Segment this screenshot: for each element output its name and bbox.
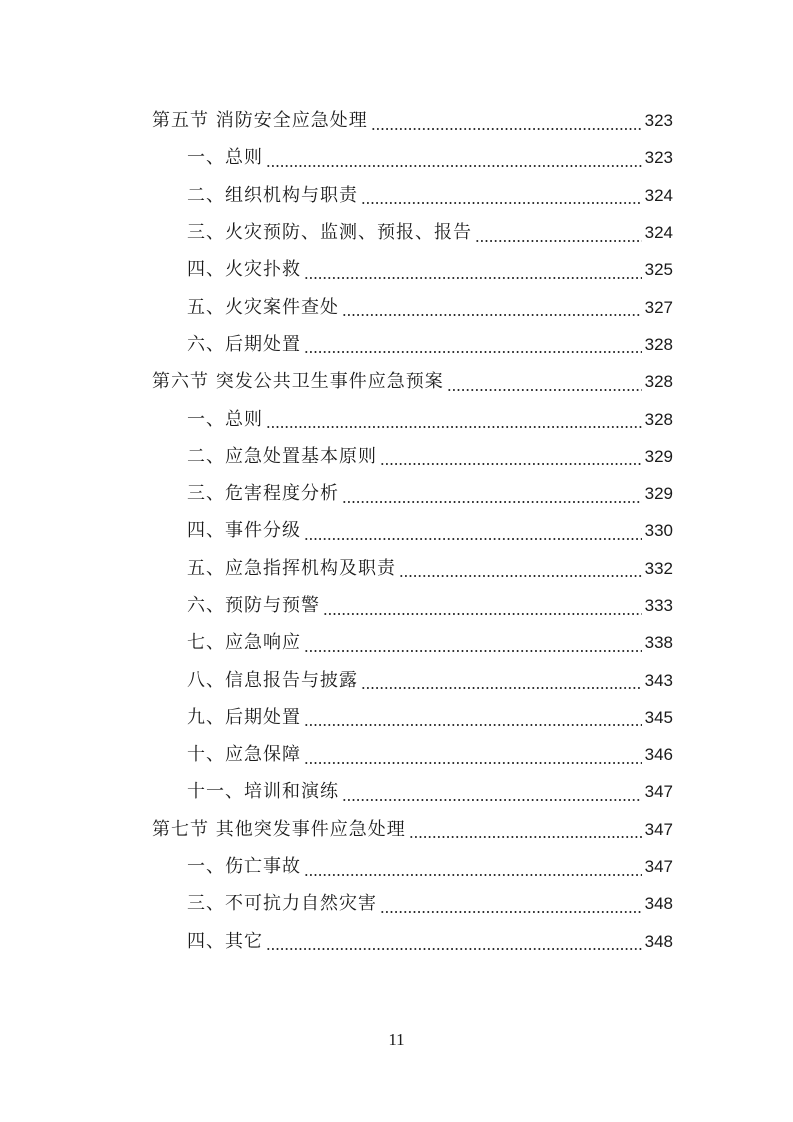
toc-entry-page-number: 325: [644, 260, 673, 280]
toc-subsection-entry[interactable]: [152, 923, 673, 960]
toc-dot-leader: [380, 911, 642, 913]
toc-dot-leader: [323, 613, 642, 615]
toc-entry-label: 八、信息报告与披露: [187, 669, 358, 691]
toc-dot-leader: [304, 351, 642, 353]
toc-entry-label: 三、危害程度分析: [187, 483, 339, 505]
toc-subsection-entry[interactable]: [152, 438, 673, 475]
toc-entry-page-number: 324: [644, 223, 673, 243]
toc-section-entry[interactable]: [152, 102, 673, 139]
toc-entry-label: 三、不可抗力自然灾害: [187, 893, 377, 915]
toc-entry-page-number: 347: [644, 782, 673, 802]
toc-subsection-entry[interactable]: [152, 661, 673, 698]
toc-dot-leader: [361, 687, 642, 689]
toc-entry-page-number: 346: [644, 745, 673, 765]
toc-entry-label: 六、后期处置: [187, 333, 301, 355]
toc-subsection-entry[interactable]: [152, 848, 673, 885]
toc-dot-leader: [304, 538, 642, 540]
toc-entry-page-number: 343: [644, 670, 673, 690]
toc-subsection-entry[interactable]: [152, 475, 673, 512]
toc-entry-page-number: 332: [644, 558, 673, 578]
toc-entry-label: 十一、培训和演练: [187, 781, 339, 803]
toc-entry-label: 第五节 消防安全应急处理: [152, 110, 368, 132]
toc-subsection-entry[interactable]: [152, 139, 673, 176]
toc-entry-label: 第六节 突发公共卫生事件应急预案: [152, 371, 444, 393]
toc-entry-label: 七、应急响应: [187, 632, 301, 654]
toc-subsection-entry[interactable]: [152, 251, 673, 288]
toc-dot-leader: [304, 762, 642, 764]
toc-dot-leader: [447, 389, 642, 391]
toc-entry-page-number: 347: [644, 857, 673, 877]
toc-entry-label: 四、事件分级: [187, 520, 301, 542]
toc-subsection-entry[interactable]: [152, 587, 673, 624]
toc-entry-page-number: 333: [644, 596, 673, 615]
toc-dot-leader: [342, 501, 642, 503]
toc-dot-leader: [399, 575, 642, 577]
toc-dot-leader: [304, 650, 642, 652]
toc-subsection-entry[interactable]: [152, 699, 673, 736]
toc-section-entry[interactable]: [152, 811, 673, 848]
toc-dot-leader: [380, 463, 642, 465]
toc-dot-leader: [361, 202, 642, 204]
toc-dot-leader: [475, 240, 642, 242]
toc-entry-page-number: 324: [644, 185, 673, 205]
toc-dot-leader: [409, 836, 642, 838]
toc-subsection-entry[interactable]: [152, 177, 673, 214]
toc-subsection-entry[interactable]: [152, 885, 673, 922]
toc-entry-label: 九、后期处置: [187, 706, 301, 728]
toc-entry-label: 三、火灾预防、监测、预报、报告: [187, 222, 472, 244]
toc-dot-leader: [266, 426, 642, 428]
toc-dot-leader: [342, 799, 642, 801]
toc-entry-page-number: 330: [644, 521, 673, 541]
toc-entry-label: 二、应急处置基本原则: [187, 445, 377, 467]
toc-subsection-entry[interactable]: [152, 736, 673, 773]
page-number: 11: [388, 1030, 405, 1049]
toc-subsection-entry[interactable]: [152, 773, 673, 810]
toc-entry-page-number: 338: [644, 633, 673, 653]
toc-entry-page-number: 323: [644, 111, 673, 131]
toc-subsection-entry[interactable]: [152, 624, 673, 661]
toc-subsection-entry[interactable]: [152, 512, 673, 549]
toc-subsection-entry[interactable]: [152, 326, 673, 363]
toc-subsection-entry[interactable]: [152, 288, 673, 325]
toc-entry-page-number: 348: [644, 894, 673, 914]
toc-entry-page-number: 347: [644, 819, 673, 839]
toc-section-entry[interactable]: [152, 363, 673, 400]
toc-entry-label: 一、伤亡事故: [187, 856, 301, 878]
toc-entry-page-number: 327: [644, 297, 673, 317]
toc-entry-label: 二、组织机构与职责: [187, 184, 358, 206]
toc-entry-label: 四、火灾扑救: [187, 259, 301, 281]
toc-entry-page-number: 323: [644, 148, 673, 168]
toc-entry-page-number: 329: [644, 484, 673, 504]
toc-entry-page-number: 328: [644, 409, 673, 429]
toc-entry-page-number: 328: [644, 372, 673, 392]
toc-entry-label: 四、其它: [187, 930, 263, 952]
toc-dot-leader: [304, 277, 642, 279]
toc-entry-label: 一、总则: [187, 408, 263, 430]
toc-subsection-entry[interactable]: [152, 550, 673, 587]
toc-entry-page-number: 328: [644, 334, 673, 354]
toc-dot-leader: [342, 314, 642, 316]
toc-entry-label: 六、预防与预警: [187, 595, 320, 616]
toc-dot-leader: [266, 165, 642, 167]
toc-entry-label: 五、火灾案件查处: [187, 296, 339, 318]
toc-entry-page-number: 348: [644, 931, 673, 951]
toc-entry-label: 第七节 其他突发事件应急处理: [152, 818, 406, 840]
toc-dot-leader: [266, 948, 642, 950]
table-of-contents: [152, 102, 673, 960]
toc-dot-leader: [371, 128, 642, 130]
toc-entry-label: 五、应急指挥机构及职责: [187, 557, 396, 579]
toc-entry-page-number: 345: [644, 707, 673, 727]
toc-entry-page-number: 329: [644, 446, 673, 466]
toc-dot-leader: [304, 724, 642, 726]
toc-entry-label: 十、应急保障: [187, 744, 301, 766]
toc-subsection-entry[interactable]: [152, 400, 673, 437]
toc-entry-label: 一、总则: [187, 147, 263, 169]
toc-dot-leader: [304, 874, 642, 876]
toc-subsection-entry[interactable]: [152, 214, 673, 251]
